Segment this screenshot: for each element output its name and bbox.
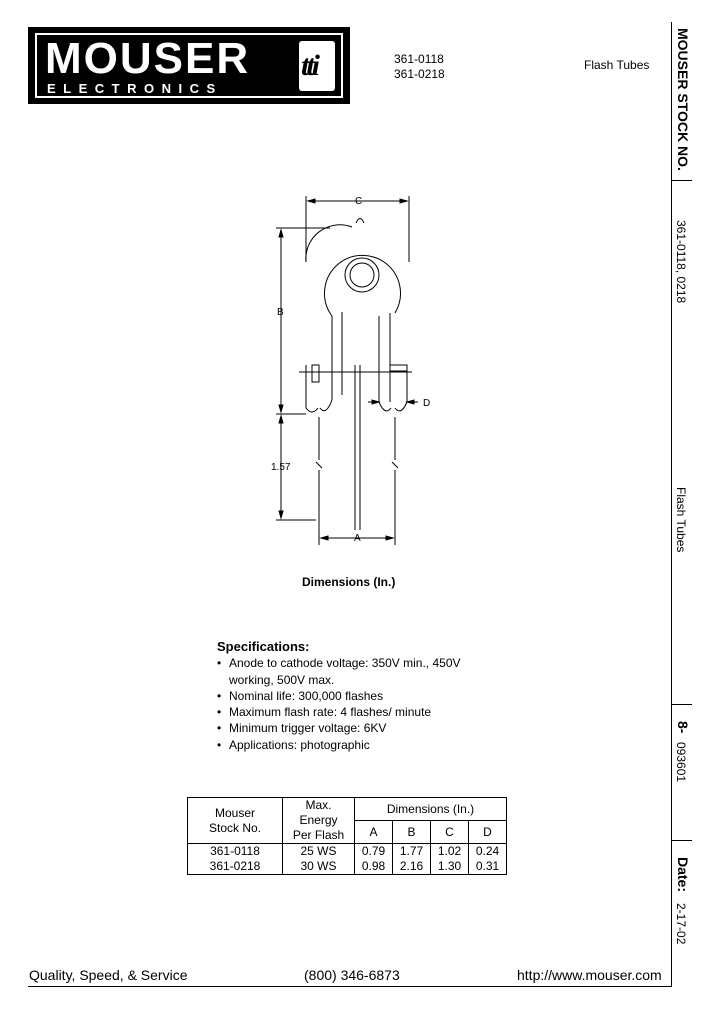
dim-c-arrow-right: [400, 199, 407, 203]
footer-rule: [28, 986, 672, 987]
label-lead: 1.57: [271, 462, 291, 473]
dim-col-d: D: [469, 821, 507, 844]
side-divider-2: [671, 840, 692, 841]
dim-col-a: A: [355, 821, 393, 844]
side-divider-1: [671, 704, 692, 705]
col-stock-header: Mouser Stock No.: [188, 798, 283, 844]
front-tube-outline: [324, 255, 400, 316]
dim-a-arrow-left: [321, 536, 328, 540]
specifications: [217, 639, 461, 753]
logo-subtitle: ELECTRONICS: [47, 81, 223, 96]
part-number-1: 361-0118: [394, 52, 444, 66]
tube-tip: [356, 219, 364, 224]
spec-item: • Maximum flash rate: 4 flashes/ minute: [217, 704, 461, 720]
col-dims-header: Dimensions (In.): [355, 798, 507, 821]
label-a: A: [354, 533, 361, 544]
header-category: Flash Tubes: [584, 58, 650, 72]
stock-value: 361-0118, 0218: [674, 220, 688, 304]
dim-lead-arrow-bottom: [279, 511, 283, 518]
catalog-number: 093601: [674, 742, 688, 783]
left-lead-break: [316, 462, 322, 468]
spec-item: • Applications: photographic: [217, 737, 461, 753]
left-clip: [312, 365, 319, 382]
right-lead-break: [392, 462, 398, 468]
dim-col-b: B: [393, 821, 431, 844]
side-category: Flash Tubes: [674, 487, 688, 553]
part-number-2: 361-0218: [394, 67, 445, 81]
spec-item: [217, 655, 461, 688]
right-clip: [390, 365, 407, 371]
logo-word: MOUSER: [45, 34, 251, 83]
tti-logo-text: tti: [301, 49, 318, 82]
dim-col-c: C: [431, 821, 469, 844]
tube-bore-inner: [350, 263, 374, 287]
spec-voltage: Anode to cathode voltage: 350V min., 450V: [229, 656, 461, 671]
specs-table: [187, 797, 507, 875]
catalog-prefix: 8-: [675, 721, 691, 734]
footer-url[interactable]: http://www.mouser.com: [517, 967, 662, 983]
specs-list: [217, 655, 461, 753]
spec-voltage-cont: working, 500V max.: [229, 672, 335, 687]
col-energy-header: Max. Energy Per Flash: [283, 798, 355, 844]
footer-tagline: Quality, Speed, & Service: [29, 967, 188, 983]
dim-lead-arrow-top: [279, 416, 283, 423]
table-row: 361-0118 25 WS 0.79 1.77 1.02 0.24: [188, 844, 507, 860]
right-foot-a: [379, 402, 391, 411]
left-foot: [320, 400, 332, 411]
label-c: C: [355, 196, 363, 207]
dim-b-arrow-top: [279, 230, 283, 237]
dim-d-arrow-right: [407, 400, 414, 404]
dim-c-arrow-left: [308, 199, 315, 203]
date-value: 2-17-02: [674, 903, 688, 945]
dim-b-arrow-bottom: [279, 405, 283, 412]
date-label: Date:: [675, 857, 691, 893]
spec-item: • Minimum trigger voltage: 6KV: [217, 720, 461, 736]
rear-tube-arc: [306, 225, 352, 262]
footer-phone: (800) 346-6873: [304, 967, 400, 983]
specs-title: Specifications:: [217, 639, 310, 654]
stock-label: MOUSER STOCK NO.: [675, 28, 691, 171]
dim-a-arrow-right: [386, 536, 393, 540]
spec-item: • Nominal life: 300,000 flashes: [217, 688, 461, 704]
label-b: B: [277, 307, 284, 318]
table-row: 361-0218 30 WS 0.98 2.16 1.30 0.31: [188, 859, 507, 875]
dim-d-arrow-left: [372, 400, 379, 404]
label-d: D: [423, 398, 431, 409]
drawing-caption: Dimensions (In.): [302, 575, 396, 589]
